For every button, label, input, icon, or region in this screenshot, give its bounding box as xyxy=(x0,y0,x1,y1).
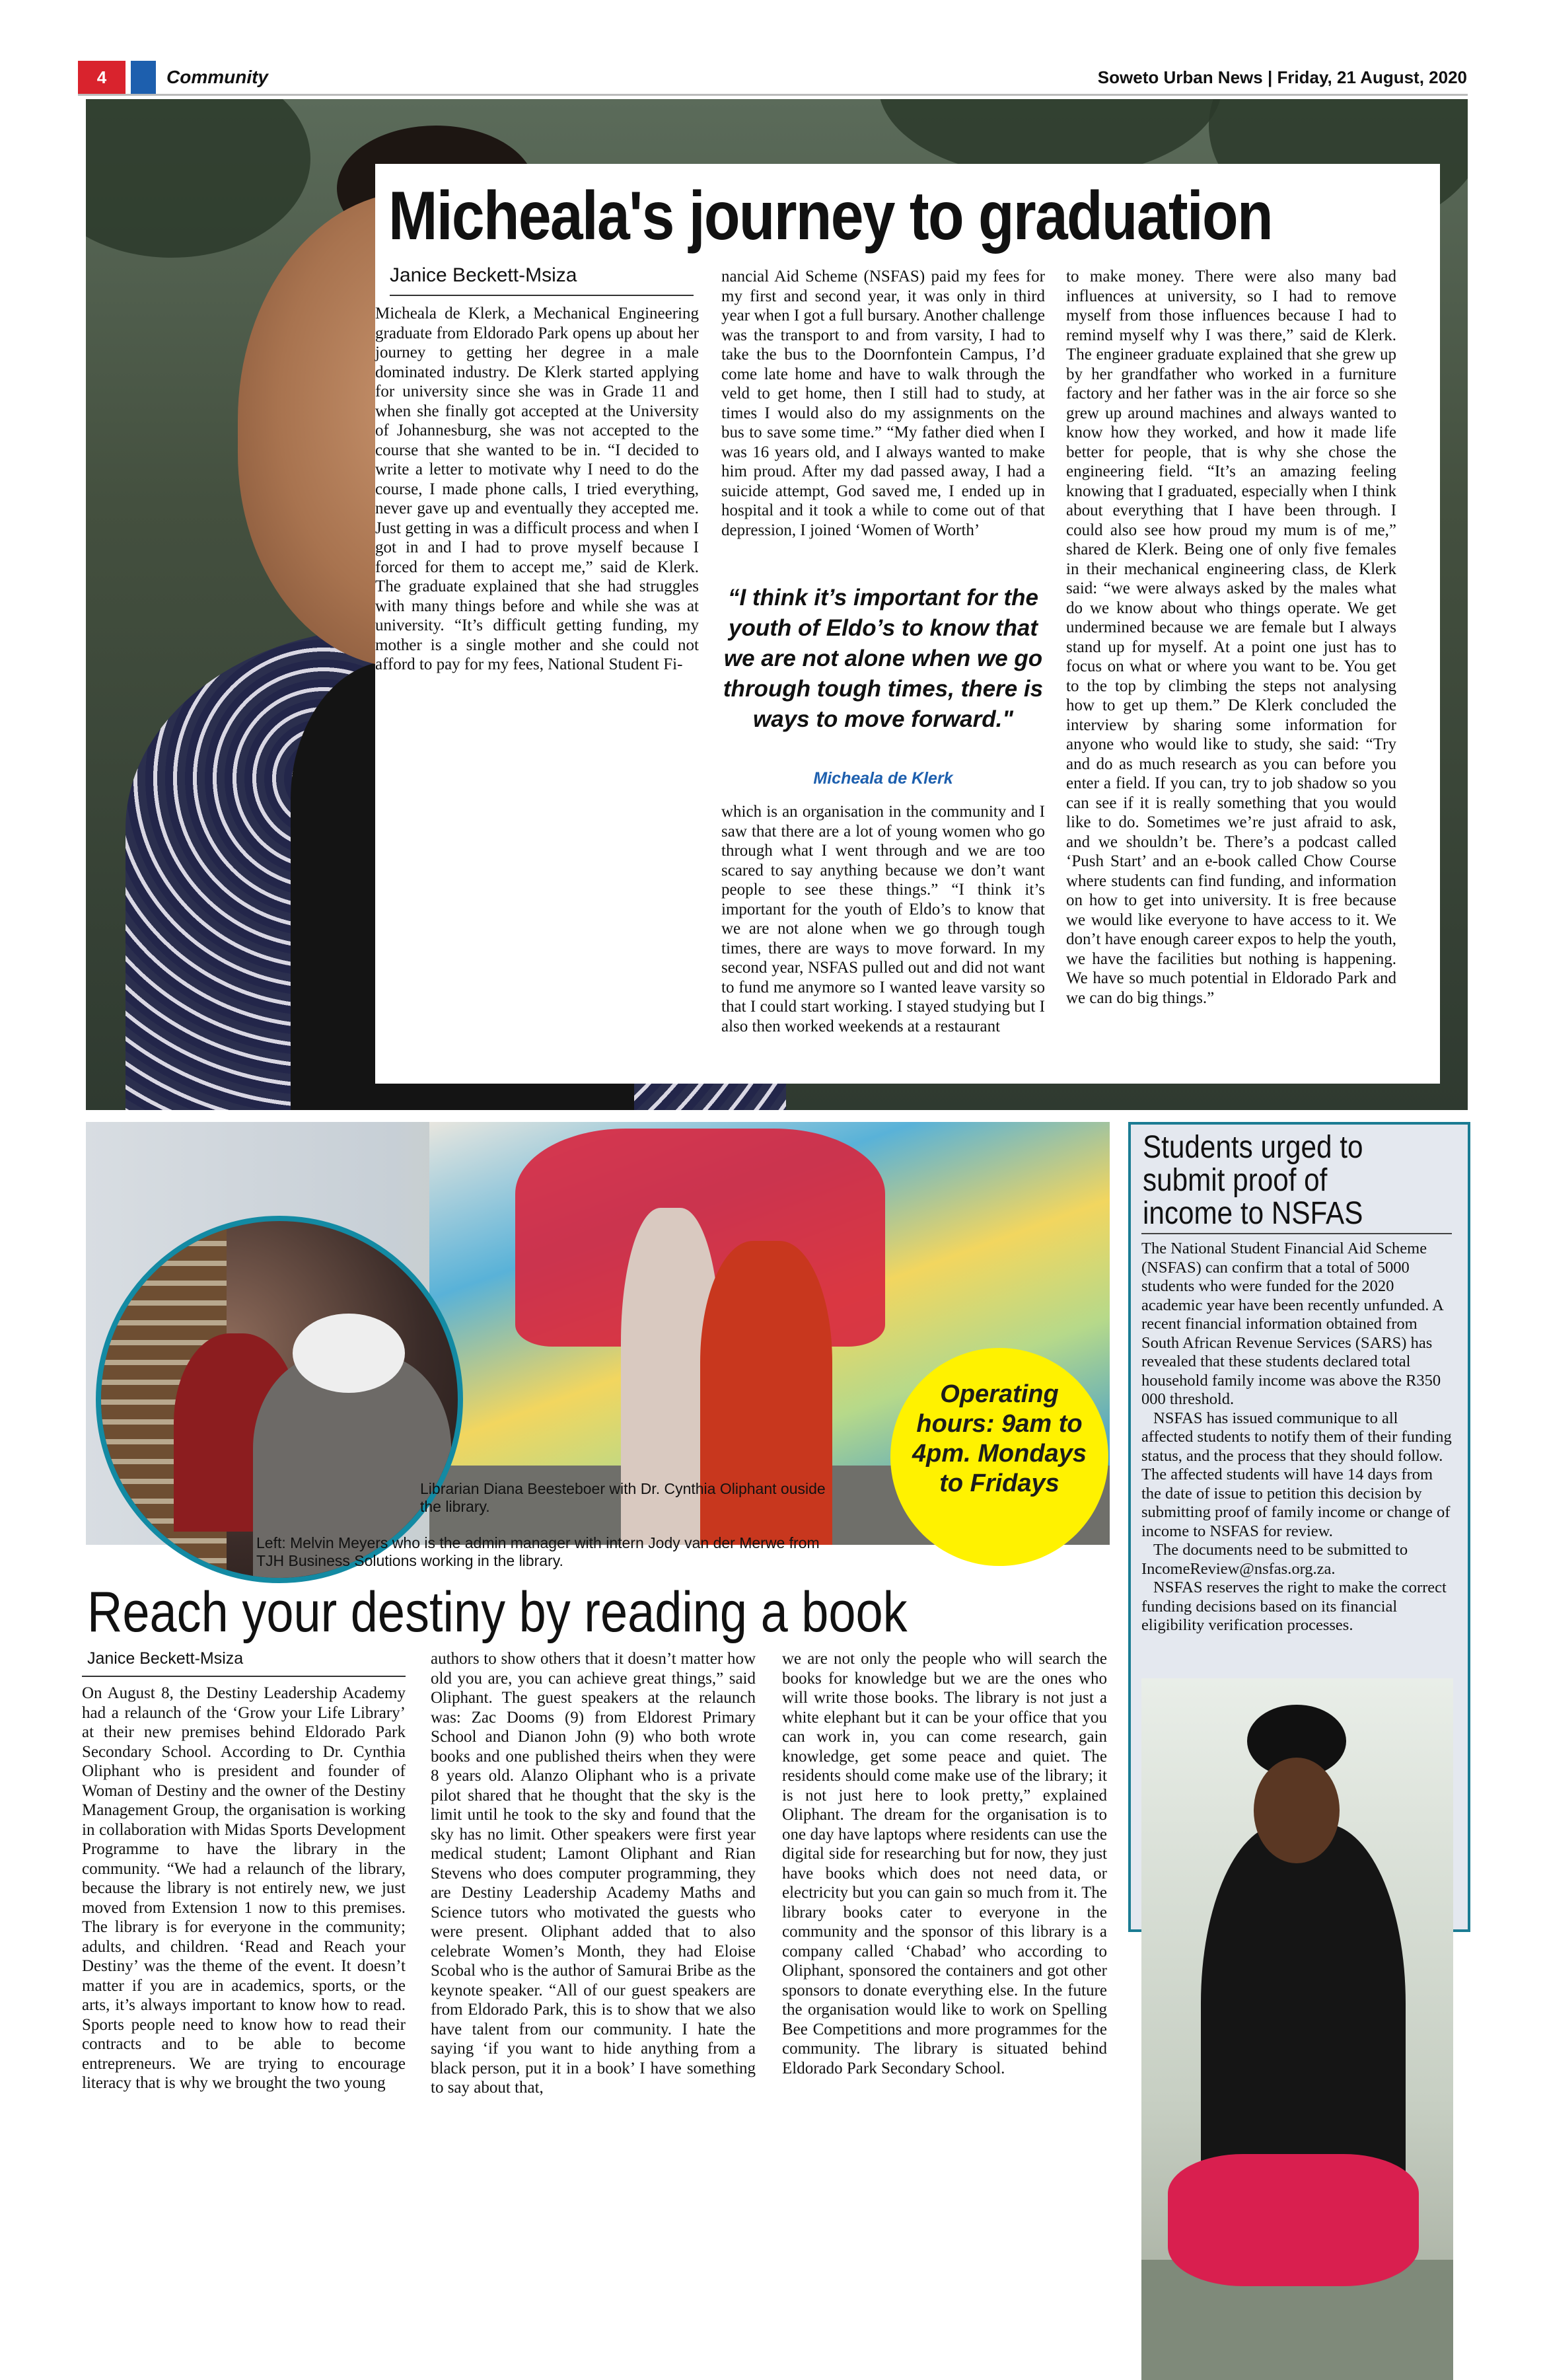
article-headline-2: Reach your destiny by reading a book xyxy=(87,1580,908,1644)
article-column-3: to make money. There were also many bad influences at university, so I had to remove myself from those influences because I had to remind myself why I was there,” said de Klerk. The engineer graduate explained that she grew up by her grandfather who worked in a furniture factory and her father was in the air force so she grew up around machines and always wanted to know how they worked, and how it made life better for people, that is why she chose the engineering field. “It’s an amazing feeling knowing that I graduated, especially when I think about everything that I have been through. I could also see how proud my mum is of me,” shared de Klerk. Being one of only five females in their mechanical engineering class, de Klerk said: “we were always asked by the males what do we know about who things operate. We get undermined because we are female but I always stand up for myself. At a point one just has to focus on what or where you want to be. You get to the top by climbing the steps not analysing how to get up them.” De Klerk concluded the interview by sharing some information for anyone who would like to study, she said: “Try and do as much research as you can before you enter a field. If you can, try to job shadow so you can see if it is really something that you would like to do. Sometimes we’re just afraid to ask, and we shouldn’t be. There’s a podcast called ‘Push Start’ and an e-book called Chow Course where students can find funding, and information on how to get into university. It is free because we would like everyone to have access to it. We don’t have enough career expos to help the youth, we have the facilities but nothing is happening. We have so much potential in Eldorado Park and we can do big things.” xyxy=(1066,268,1396,1007)
article-2-column-3: we are not only the people who will search the books for knowledge but we are the ones who will write those books. The library is not just a white elephant but it can be your office that you can work in, you can come research, gain knowledge, get some peace and quiet. The residents should come make use of the library; it is not just here to look pretty,” explained Oliphant. The dream for the organisation is to one day have laptops where residents can use the digital side for researching but for now, they just have books which does not need data, or electricity but you can gain so much from it. The library books cater to everyone in the community and the sponsor of this library is a company called ‘Chabad’ who according to Oliphant, sponsored the containers and got other sponsors to donate everything else. In the future the organisation would like to work on Spelling Bee Competitions and more programmes for the community. The library is situated behind Eldorado Park Secondary School. xyxy=(782,1650,1107,2077)
photo-caption-left: Left: Melvin Meyers who is the admin manager with intern Jody van der Merwe from TJH Business Solutions working in the library. xyxy=(256,1534,820,1569)
article-byline: Janice Beckett-Msiza xyxy=(390,264,577,286)
article-2-column-2: authors to show others that it doesn’t matter how old you are, you can achieve great things,” said Oliphant. The guest speakers at the relaunch was: Zac Dooms (9) from Eldorest Primary School and Dianon John (9) who both wrote books and one published theirs when they were 8 years old. Alanzo Oliphant who is a private pilot shared that he thought that the sky is the limit until he took to the sky and found that the sky has no limit. Other speakers were first year medical student; Lamont Oliphant and Rian Stevens who does computer programming, they are Destiny Leadership Academy Maths and Science tutors who motivated the guests who were present. Oliphant added that to also celebrate Women’s Month, they had Eloise Scobal who is the author of Samurai Bribe as the keynote speaker. “All of our guest speakers are from Eldorado Park, this is to show that we also have talent from our community. I hate the saying ‘if you want to hide anything from a black person, put it in a book’ I have something to say about that, xyxy=(431,1650,756,2097)
sidebar-paragraph: The documents need to be submitted to IncomeReview@nsfas.org.za. xyxy=(1141,1541,1408,1578)
photo-caption-outside: Librarian Diana Beesteboer with Dr. Cynthia Oliphant ouside the library. xyxy=(420,1480,826,1515)
hours-badge-text: Operating hours: 9am to 4pm. Mondays to Fridays xyxy=(912,1380,1087,1497)
pull-quote: “I think it’s important for the youth of Eldo’s to know that we are not alone when we go through tough times, there is ways to move forward." xyxy=(723,585,1044,732)
pull-quote-attribution: Micheala de Klerk xyxy=(813,769,953,788)
sidebar-paragraph: The National Student Financial Aid Scheme (NSFAS) can confirm that a total of 5000 students who were funded for the 2020 academic year have been recently unfunded. A recent financial information obtained from South African Revenue Services (SARS) has revealed that these students declared total household family income was above the R350 000 threshold. xyxy=(1141,1240,1443,1408)
article-column-1-text: Micheala de Klerk, a Mechanical Engineering graduate from Eldorado Park opens up about her journey to getting her degree in a male dominated industry. De Klerk started applying for university since she was in Grade 11 and when she finally got accepted at the University of Johannesburg, she was not accepted to the course that she wanted to be in. “I decided to write a letter to motivate why I need to do the course, I made phone calls, I tried everything, never gave up and eventually they accepted me. Just getting in was a difficult process and when I got in and I had to prove myself because I forced for them to accept me,” said de Klerk. The graduate explained that she had struggles with many things before and while she was at university. “It’s difficult getting funding, my mother is a single mother and she could not afford to pay for my fees, National Student Fi- xyxy=(375,305,699,673)
article-headline: Micheala's journey to graduation xyxy=(388,178,1272,254)
article-2-column-1: On August 8, the Destiny Leadership Academy had a relaunch of the ‘Grow your Life Library’ at their new premises behind Eldorado Park Secondary School. According to Dr. Cynthia Oliphant who is president and founder of Woman of Destiny and the owner of the Destiny Management Group, the organisation is working in collaboration with Midas Sports Development Programme to have the library in the community. “We had a relaunch of the library, because the library is not entirely new, we just moved from Extension 1 now to this premises. The library is for everyone in the community; adults, and children. ‘Read and Reach your Destiny’ was the theme of the event. It doesn’t matter if you are in academics, sports, or the arts, it’s always important to know how to read. Sports people need to know how to read their contracts and to be able to become entrepreneurs. We are trying to encourage literacy that is why we brought the two young xyxy=(82,1684,406,2092)
library-inside-photo xyxy=(96,1216,463,1583)
article-column-2-bottom: which is an organisation in the community and I saw that there are a lot of young women who go through what I went through and we are too scared to say anything because we don’t want people to see these things.” “I think it’s important for the youth of Eldo’s to know that we are not alone when we go through tough times, there are ways to move forward. In my second year, NSFAS pulled out and did not want to fund me anymore so I wanted leave varsity so that I could start working. I stayed studying but I also then worked weekends at a restaurant xyxy=(721,803,1045,1035)
sidebar-paragraph: NSFAS has issued communique to all affected students to notify them of their funding status, and the process that they should follow. The affected students will have 14 days from the date of issue to petition this decision by submitting proof of family income or change of income to NSFAS for review. xyxy=(1141,1409,1452,1540)
header-color-block xyxy=(131,61,156,94)
graduate-sidebar-photo xyxy=(1141,1678,1453,2380)
section-label: Community xyxy=(166,67,268,87)
sidebar-body xyxy=(1141,1240,1453,1635)
sidebar-headline: Students urged to submit proof of income to NSFAS xyxy=(1143,1130,1363,1231)
article-column-1 xyxy=(375,304,699,675)
article-column-2-top: nancial Aid Scheme (NSFAS) paid my fees for my first and second year, it was only in third year when I got a full bursary. Another challenge was the transport to and from varsity, I had to take the bus to the Doornfontein Campus, I’d come late home and have to walk through the veld to get home, then I still had to study, at times I would also do my assignments on the bus to save some time.” “My father died when I was 16 years old, and I always wanted to make him proud. After my dad passed away, I had a suicide attempt, God saved me, I ended up in hospital and it took a while to come out of that depression, I joined ‘Women of Worth’ xyxy=(721,268,1045,539)
sidebar-rule xyxy=(1141,1233,1452,1234)
byline-rule-2 xyxy=(82,1676,406,1677)
sidebar-paragraph: NSFAS reserves the right to make the correct funding decisions based on its financial eligibility verification processes. xyxy=(1141,1579,1447,1634)
publication-info: Soweto Urban News | Friday, 21 August, 2020 xyxy=(1097,67,1467,87)
article-byline-2: Janice Beckett-Msiza xyxy=(87,1649,244,1668)
byline-rule xyxy=(390,295,694,296)
page-number: 4 xyxy=(78,61,126,94)
header-rule xyxy=(78,94,1468,96)
